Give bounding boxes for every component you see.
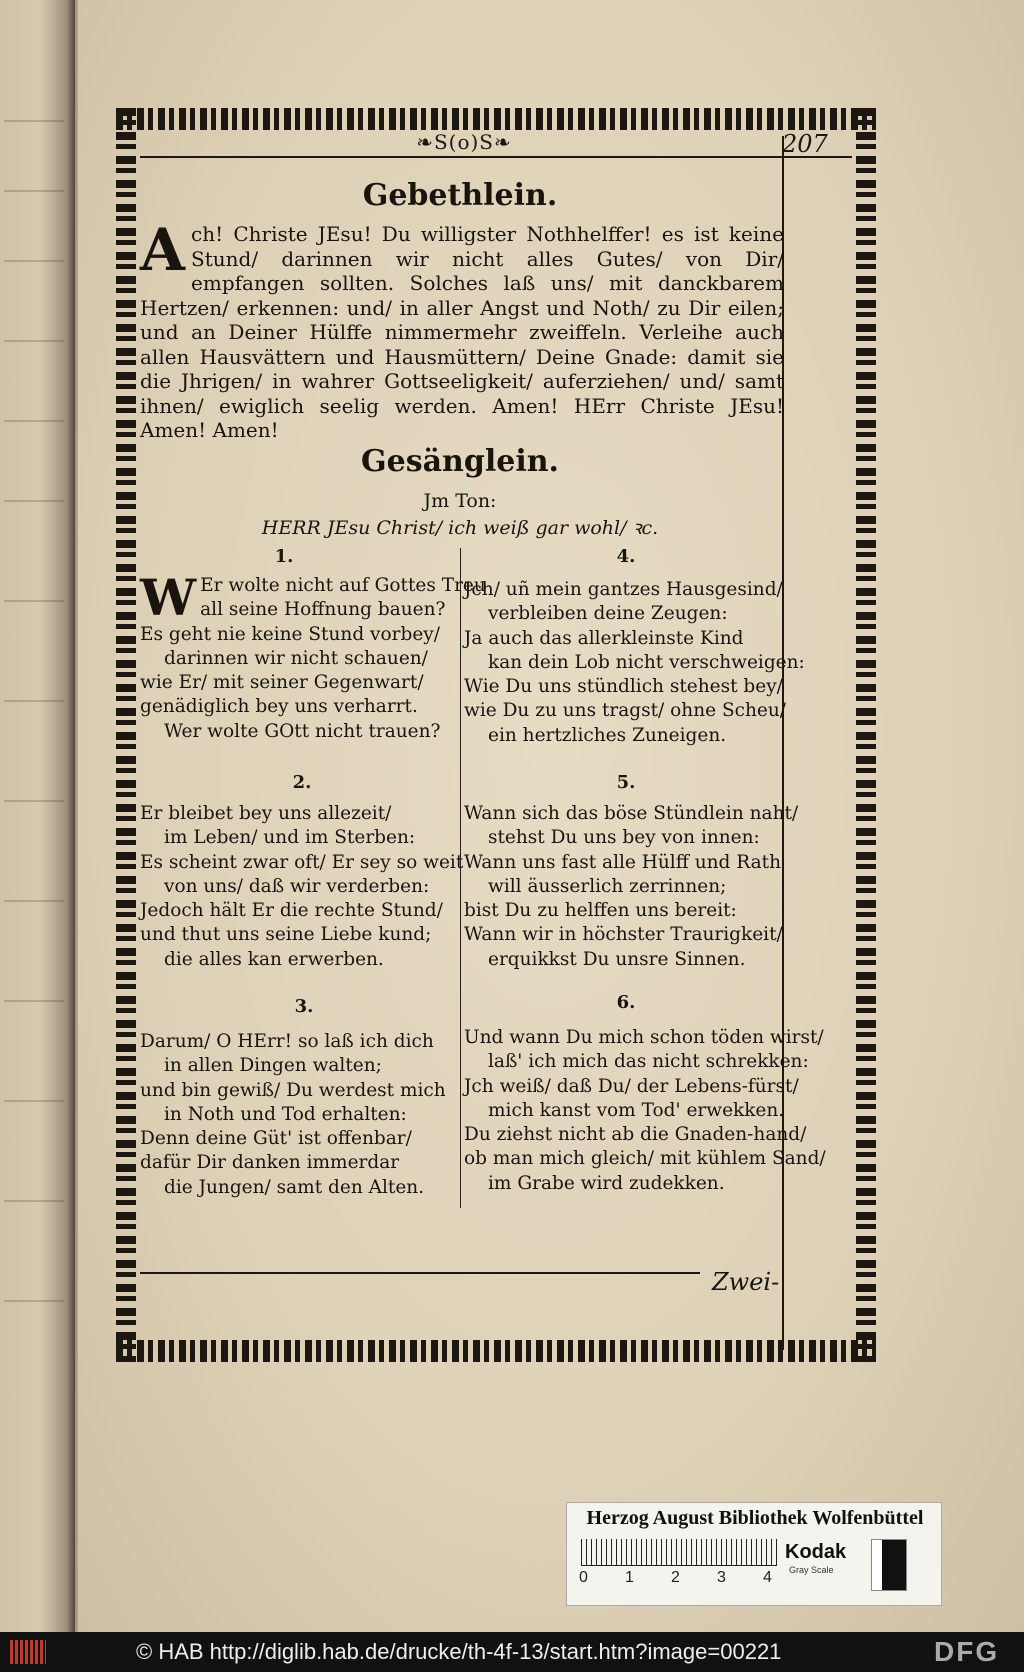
verse-line: und thut uns seine Liebe kund; xyxy=(140,924,432,946)
stanza-number: 2. xyxy=(292,772,312,793)
verse-line: dafür Dir danken immerdar xyxy=(140,1152,400,1174)
gray-scale-label: Gray Scale xyxy=(789,1565,834,1575)
verse-line: all seine Hoffnung bauen? xyxy=(200,599,446,621)
facing-page-edge xyxy=(0,0,75,1632)
verse-line: Und wann Du mich schon töden wirst/ xyxy=(464,1027,824,1048)
verse-line: mich kanst vom Tod' erwekken. xyxy=(488,1099,785,1121)
source-url[interactable]: © HAB http://diglib.hab.de/drucke/th-4f-13/start.htm?image=00221 xyxy=(136,1639,782,1664)
verse-line: kan dein Lob nicht verschweigen: xyxy=(488,651,805,673)
stanza-number: 5. xyxy=(616,772,636,793)
verse-line: Wann uns fast alle Hülff und Rath xyxy=(464,851,782,873)
viewer-footer xyxy=(0,1632,1024,1672)
scale-ruler xyxy=(581,1539,777,1566)
dfg-logo: DFG xyxy=(934,1636,1000,1667)
stanza-3 xyxy=(140,1030,446,1200)
hymn-tune-name: HERR JEsu Christ/ ich weiß gar wohl/ ꝛc. xyxy=(261,517,659,539)
verse-line: in Noth und Tod erhalten: xyxy=(164,1103,407,1125)
verse-line: im Leben/ und im Sterben: xyxy=(164,827,416,849)
stanza-number: 6. xyxy=(616,992,636,1013)
verse-line: Wie Du uns stündlich stehest bey/ xyxy=(464,676,783,698)
stanza-5 xyxy=(464,802,798,972)
verse-line: ob man mich gleich/ mit kühlem Sand/ xyxy=(464,1148,826,1170)
ruler-tick: 1 xyxy=(625,1569,634,1586)
verse-line: verbleiben deine Zeugen: xyxy=(488,603,728,625)
stanza-6 xyxy=(464,1026,826,1196)
verse-line: Ja auch das allerkleinste Kind xyxy=(464,627,744,649)
ruler-tick: 0 xyxy=(579,1569,588,1586)
prayer-title: Gebethlein. xyxy=(362,178,558,213)
verse-line: Er wolte nicht auf Gottes Treu xyxy=(200,575,486,596)
verse-line: wie Du zu uns tragst/ ohne Scheu/ xyxy=(464,700,786,722)
verse-line: im Grabe wird zudekken. xyxy=(488,1172,725,1194)
verse-line: Wann sich das böse Stündlein naht/ xyxy=(464,803,799,824)
verse-line: Er bleibet bey uns allezeit/ xyxy=(140,803,392,824)
verse-line: Jch weiß/ daß Du/ der Lebens-fürst/ xyxy=(464,1075,799,1097)
verse-line: wie Er/ mit seiner Gegenwart/ xyxy=(140,672,424,694)
gray-swatch xyxy=(871,1539,907,1591)
verse-line: Wer wolte GOtt nicht trauen? xyxy=(164,720,441,742)
prayer-text xyxy=(140,216,784,443)
hab-barcode-icon xyxy=(10,1640,46,1664)
verse-line: Du ziehst nicht ab die Gnaden-hand/ xyxy=(464,1124,807,1146)
hymn-title: Gesänglein. xyxy=(361,444,559,479)
prayer-dropcap: A xyxy=(140,216,186,284)
verse-line: Jedoch hält Er die rechte Stund/ xyxy=(140,900,443,922)
verse-line: laß' ich mich das nicht schrekken: xyxy=(488,1051,809,1073)
stanza-dropcap: W xyxy=(140,568,197,627)
stanza-1 xyxy=(140,568,486,744)
stanza-number: 1. xyxy=(274,546,294,567)
stanza-number: 4. xyxy=(616,546,636,567)
page-number: 207 xyxy=(782,130,828,158)
running-head-ornament: ❧S(o)S❧ xyxy=(416,130,512,154)
verse-line: Wann wir in höchster Traurigkeit/ xyxy=(464,924,783,946)
verse-line: darinnen wir nicht schauen/ xyxy=(164,647,428,669)
stanza-2 xyxy=(140,802,463,972)
verse-line: die Jungen/ samt den Alten. xyxy=(164,1176,425,1198)
bottom-rule xyxy=(140,1272,700,1274)
verse-line: genädiglich bey uns verharrt. xyxy=(140,696,418,718)
verse-line: stehst Du uns bey von innen: xyxy=(488,827,760,849)
catchword: Zwei- xyxy=(712,1268,780,1296)
prayer-body: ch! Christe JEsu! Du willigster Nothhelffer! es ist keine Stund/ darinnen wir nicht alles Gutes/ von Dir/ empfangen sollten. Solches laß uns/ mit danckbarem Hertzen/ erkennen: und/ in aller Angst und Noth/ zu Dir eilen; und an Deiner Hülffe nimmermehr zweiffeln. Verleihe auch allen Hausvättern und Hausmüttern/ Deine Gnade: damit sie die Jhrigen/ in wahrer Gottseeligkeit/ auferziehen/ und/ samt ihnen/ ewiglich seelig werden. Amen! HErr Christe JEsu! Amen! Amen! xyxy=(140,222,784,442)
verse-line: in allen Dingen walten; xyxy=(164,1055,382,1077)
verse-line: Es geht nie keine Stund vorbey/ xyxy=(140,623,440,645)
verse-line: ein hertzliches Zuneigen. xyxy=(488,724,727,746)
verse-line: und bin gewiß/ Du werdest mich xyxy=(140,1079,446,1101)
verse-line: erquikkst Du unsre Sinnen. xyxy=(488,948,746,970)
verse-line: Es scheint zwar oft/ Er sey so weit xyxy=(140,851,464,873)
hymn-tune-label: Jm Ton: xyxy=(423,490,497,512)
library-name: Herzog August Bibliothek Wolfenbüttel xyxy=(586,1507,924,1529)
ruler-tick: 4 xyxy=(763,1569,772,1586)
verse-line: Denn deine Güt' ist offenbar/ xyxy=(140,1128,412,1150)
verse-line: Darum/ O HErr! so laß ich dich xyxy=(140,1031,434,1052)
verse-line: die alles kan erwerben. xyxy=(164,948,384,970)
ruler-tick: 2 xyxy=(671,1569,680,1586)
stanza-number: 3. xyxy=(294,996,314,1017)
verse-line: Jch/ uñ mein gantzes Hausgesind/ xyxy=(464,579,783,600)
color-target-label xyxy=(566,1502,942,1606)
kodak-brand: Kodak xyxy=(785,1541,847,1563)
ruler-tick: 3 xyxy=(717,1569,726,1586)
verse-line: will äusserlich zerrinnen; xyxy=(488,875,727,897)
stanza-4 xyxy=(464,578,805,748)
verse-line: bist Du zu helffen uns bereit: xyxy=(464,900,737,922)
verse-line: von uns/ daß wir verderben: xyxy=(164,875,430,897)
